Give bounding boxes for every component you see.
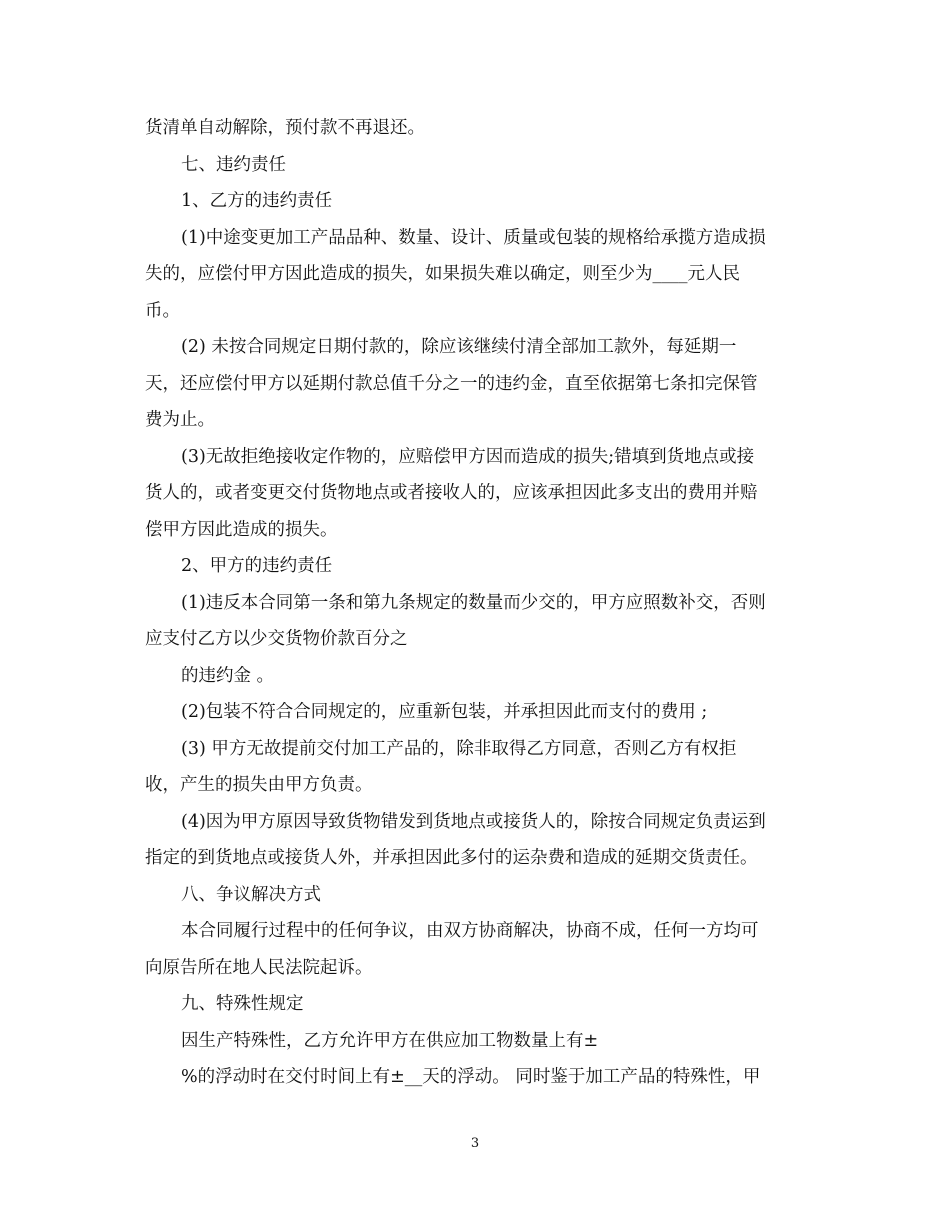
text-line: (1)中途变更加工产品品种、数量、设计、质量或包装的规格给承揽方造成损 <box>181 227 766 248</box>
text-line: 失的，应偿付甲方因此造成的损失，如果损失难以确定，则至少为____元人民 <box>145 264 740 284</box>
text-line: 收，产生的损失由甲方负责。 <box>145 775 373 795</box>
text-line: 因生产特殊性，乙方允许甲方在供应加工物数量上有± <box>181 1030 599 1051</box>
text-line: (3)无故拒绝接收定作物的，应赔偿甲方因而造成的损失;错填到货地点或接 <box>181 446 755 467</box>
text-line: (4)因为甲方原因导致货物错发到货地点或接货人的，除按合同规定负责运到 <box>181 811 766 832</box>
page-number: 3 <box>470 1136 480 1151</box>
text-line: (1)违反本合同第一条和第九条规定的数量而少交的，甲方应照数补交，否则 <box>181 592 766 613</box>
text-line: 指定的到货地点或接货人外，并承担因此多付的运杂费和造成的延期交货责任。 <box>145 848 758 868</box>
text-line: 费为止。 <box>145 410 215 430</box>
document-body <box>145 110 810 1096</box>
text-line: 九、特殊性规定 <box>181 994 304 1014</box>
text-line: 货清单自动解除，预付款不再退还。 <box>145 118 425 138</box>
text-line: 天，还应偿付甲方以延期付款总值千分之一的违约金，直至依据第七条扣完保管 <box>145 373 758 394</box>
text-line: 八、争议解决方式 <box>181 884 321 905</box>
text-line: %的浮动时在交付时间上有±__天的浮动。 同时鉴于加工产品的特殊性，甲 <box>181 1067 761 1087</box>
text-line: 的违约金 。 <box>181 665 275 686</box>
text-line: (2) 未按合同规定日期付款的，除应该继续付清全部加工款外，每延期一 <box>181 337 737 357</box>
text-line: 本合同履行过程中的任何争议，由双方协商解决，协商不成，任何一方均可 <box>181 921 759 941</box>
text-line: 2、甲方的违约责任 <box>181 556 333 576</box>
text-line: (2)包装不符合合同规定的，应重新包装，并承担因此而支付的费用 ; <box>181 702 708 722</box>
text-line: 货人的，或者变更交付货物地点或者接收人的，应该承担因此多支出的费用并赔 <box>145 483 758 503</box>
text-line: 1、乙方的违约责任 <box>181 191 333 211</box>
text-line: 币。 <box>145 300 180 321</box>
text-line: (3) 甲方无故提前交付加工产品的，除非取得乙方同意，否则乙方有权拒 <box>181 738 737 759</box>
text-line: 应支付乙方以少交货物价款百分之 <box>145 629 408 649</box>
text-line: 向原告所在地人民法院起诉。 <box>145 957 373 978</box>
text-line: 偿甲方因此造成的损失。 <box>145 519 338 540</box>
text-line: 七、违约责任 <box>181 154 286 175</box>
